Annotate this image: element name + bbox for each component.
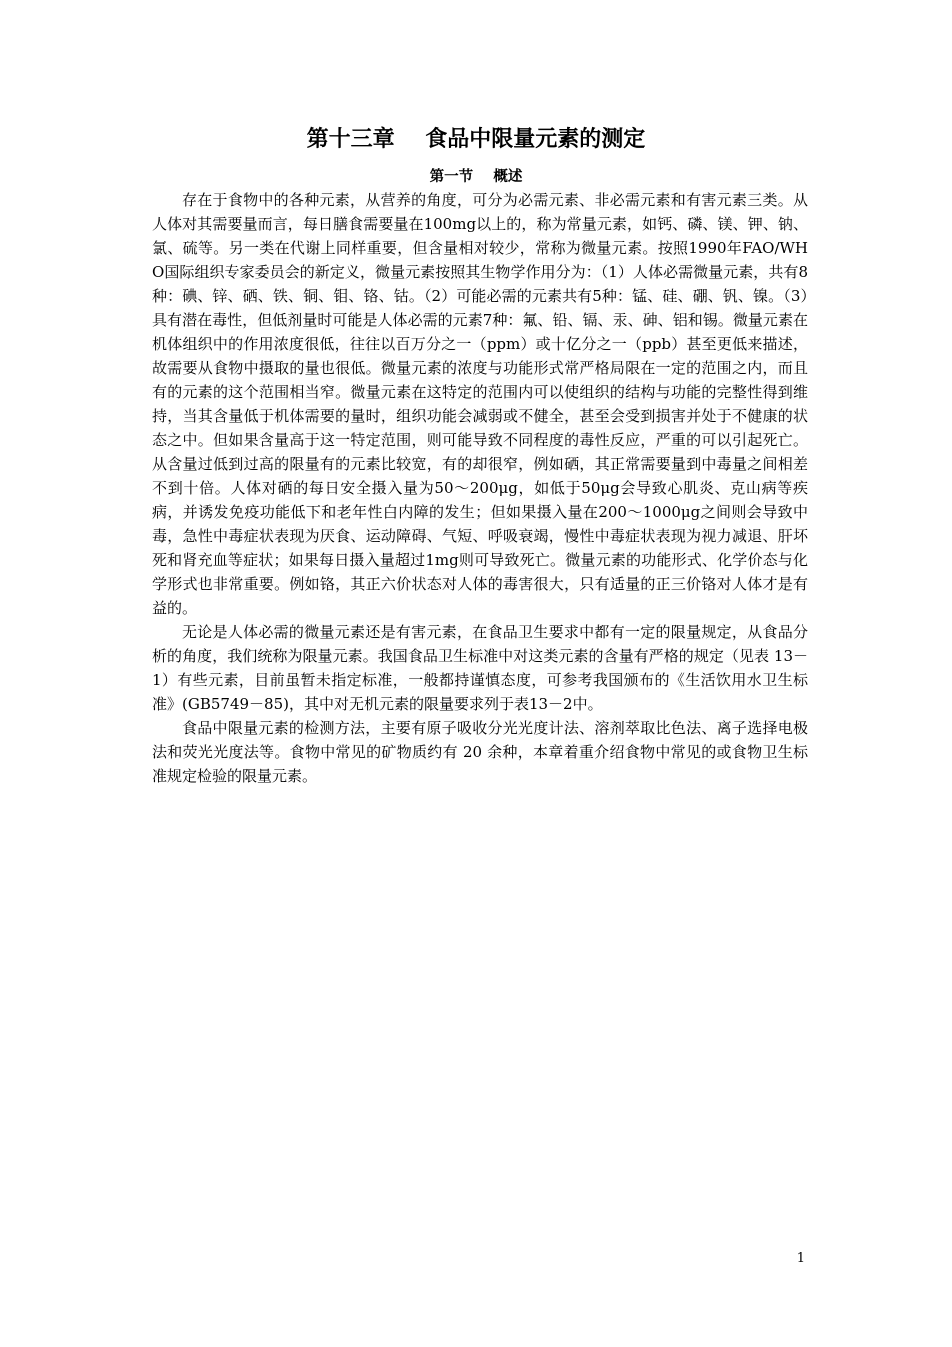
section-title: 第一节 概述 bbox=[429, 169, 523, 185]
paragraph-overview: 存在于食物中的各种元素，从营养的角度，可分为必需元素、非必需元素和有害元素三类。从人体对其需要量而言，每日膳食需要量在100mg以上的，称为常量元素，如钙、磷、镁、钾、钠、氯、硫等。另一类在代谢上同样重要，但含量相对较少，常称为微量元素。按照1990年FAO/WHO国际组织专家委员会的新定义，微量元素按照其生物学作用分为：（1）人体必需微量元素，共有8种：碘、锌、硒、铁、铜、钼、铬、钴。（2）可能必需的元素共有5种：锰、硅、硼、钒、镍。（3）具有潜在毒性，但低剂量时可能是人体必需的元素7种：氟、铅、镉、汞、砷、铝和锡。微量元素在机体组织中的作用浓度很低，往往以百万分之一（ppm）或十亿分之一（ppb）甚至更低来描述，故需要从食物中摄取的量也很低。微量元素的浓度与功能形式常严格局限在一定的范围之内，而且有的元素的这个范围相当窄。微量元素在这特定的范围内可以使组织的结构与功能的完整性得到维持，当其含量低于机体需要的量时，组织功能会减弱或不健全，甚至会受到损害并处于不健康的状态之中。但如果含量高于这一特定范围，则可能导致不同程度的毒性反应，严重的可以引起死亡。从含量过低到过高的限量有的元素比较宽，有的却很窄，例如硒，其正常需要量到中毒量之间相差不到十倍。人体对硒的每日安全摄入量为50～200μg，如低于50μg会导致心肌炎、克山病等疾病，并诱发免疫功能低下和老年性白内障的发生；但如果摄入量在200～1000μg之间则会导致中毒，急性中毒症状表现为厌食、运动障碍、气短、呼吸衰竭，慢性中毒症状表现为视力减退、肝坏死和肾充血等症状；如果每日摄入量超过1mg则可导致死亡。微量元素的功能形式、化学价态与化学形式也非常重要。例如铬，其正六价状态对人体的毒害很大，只有适量的正三价铬对人体才是有益的。 bbox=[152, 191, 808, 617]
paragraph-limit-elements: 无论是人体必需的微量元素还是有害元素，在食品卫生要求中都有一定的限量规定，从食品分析的角度，我们统称为限量元素。我国食品卫生标准中对这类元素的含量有严格的规定（见表 13－1）有些元素，目前虽暂未指定标准，一般都持谨慎态度，可参考我国颁布的《生活饮用水卫生标准》(GB5749－85)，其中对无机元素的限量要求列于表13－2中。 bbox=[152, 623, 808, 713]
chapter-title: 第十三章 食品中限量元素的测定 bbox=[306, 127, 646, 152]
page-number: 1 bbox=[796, 1251, 805, 1266]
body-text bbox=[152, 188, 808, 788]
paragraph-detection-methods: 食品中限量元素的检测方法，主要有原子吸收分光光度计法、溶剂萃取比色法、离子选择电极法和荧光光度法等。食物中常见的矿物质约有 20 余种，本章着重介绍食物中常见的或食物卫生标准规定检验的限量元素。 bbox=[152, 719, 808, 785]
